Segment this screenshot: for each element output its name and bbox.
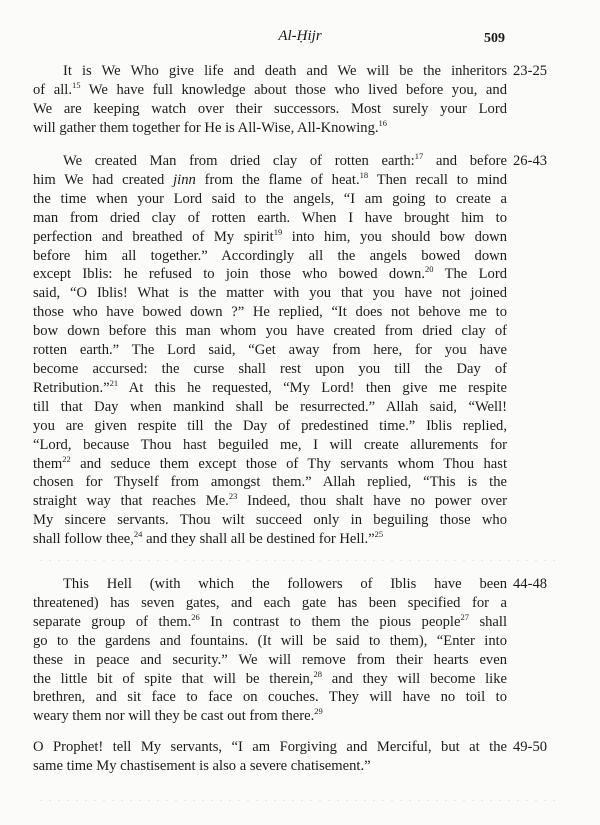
text-run: weary them nor will they be cast out from there. xyxy=(33,708,315,725)
footnote-marker: 19 xyxy=(273,226,283,237)
text-line xyxy=(33,417,507,436)
text-line xyxy=(33,228,507,247)
text-run: till that Day when mankind shall be resurrected.” Allah said, “Well! xyxy=(33,398,507,415)
text-line xyxy=(33,707,507,726)
text-run: those who have bowed down ?” He replied, “It does not behove me to xyxy=(33,304,507,321)
text-run: In contrast to them the pious people xyxy=(199,613,461,630)
text-line xyxy=(33,100,507,119)
scan-noise xyxy=(40,560,560,561)
text-line xyxy=(33,81,507,100)
text-line xyxy=(33,511,507,530)
text-run: the little bit of spite that will be therein, xyxy=(33,670,314,687)
text-run: before him all together.” Accordingly all the angels bowed down xyxy=(33,247,507,264)
footnote-marker: 25 xyxy=(374,529,384,540)
text-run: The Lord xyxy=(433,266,507,283)
text-line xyxy=(33,670,507,689)
text-line xyxy=(33,303,507,322)
text-run: threatened) has seven gates, and each gate has been specified for a xyxy=(33,594,507,611)
footnote-marker: 21 xyxy=(109,377,119,388)
text-run: same time My chastisement is also a severe chatisement.” xyxy=(33,757,371,774)
text-line xyxy=(33,322,507,341)
text-run: perfection and breathed of My spirit xyxy=(33,228,274,245)
text-run: from the flame of heat. xyxy=(195,171,360,188)
footnote-marker: 16 xyxy=(378,117,388,128)
paragraph-verses-49-50 xyxy=(33,738,507,776)
footnote-marker: 28 xyxy=(313,668,322,679)
text-run: of all. xyxy=(33,81,72,98)
text-line xyxy=(33,247,507,266)
text-run: “Lord, because Thou hast beguiled me, I will create allurements for xyxy=(33,436,507,453)
paragraph-verses-23-25 xyxy=(33,62,507,138)
text-run: Retribution.” xyxy=(33,379,110,396)
text-line xyxy=(33,575,507,594)
text-line xyxy=(33,398,507,417)
text-run: It is We Who give life and death and We will be the inheritors xyxy=(63,63,507,79)
text-line xyxy=(33,171,507,190)
paragraph-verses-26-43 xyxy=(33,152,507,549)
text-line xyxy=(33,119,507,138)
text-run: and seduce them except those of Thy servants whom Thou hast xyxy=(70,455,507,472)
text-run: bow down before this man whom you have created from dried clay of xyxy=(33,323,507,340)
text-line xyxy=(33,436,507,455)
text-run: We have full knowledge about those who lived before you, and xyxy=(80,81,508,98)
text-line xyxy=(33,530,507,549)
text-line xyxy=(33,651,507,670)
text-run: chosen for Thyself from amongst them.” Allah replied, “This is the xyxy=(33,474,507,491)
text-line xyxy=(33,360,507,379)
text-line xyxy=(33,594,507,613)
text-run: My sincere servants. Thou wilt succeed only in beguiling those who xyxy=(33,512,507,529)
text-line xyxy=(33,613,507,632)
text-run: them xyxy=(33,455,63,472)
scan-noise xyxy=(40,800,560,801)
verse-range-26-43: 26-43 xyxy=(513,153,548,169)
text-run: and they shall all be destined for Hell.” xyxy=(142,531,375,548)
text-line xyxy=(33,455,507,474)
text-run: O Prophet! tell My servants, “I am Forgiving and Merciful, but at the xyxy=(33,739,507,755)
text-run: will gather them together for He is All-Wise, All-Knowing. xyxy=(33,119,379,136)
text-run: go to the gardens and fountains. (It will be said to them), “Enter into xyxy=(33,632,507,649)
text-run: except Iblis: he refused to join those who bowed down. xyxy=(33,266,425,283)
text-run: the time when your Lord said to the angels, “I am going to create a xyxy=(33,190,507,207)
text-line xyxy=(33,62,507,81)
text-line xyxy=(33,152,507,171)
footnote-marker: 23 xyxy=(228,491,238,502)
footnote-marker: 17 xyxy=(414,151,424,161)
verse-range-49-50: 49-50 xyxy=(513,739,548,755)
text-line xyxy=(33,688,507,707)
text-run: into him, you should bow down xyxy=(282,228,507,245)
text-line xyxy=(33,379,507,398)
verse-range-23-25: 23-25 xyxy=(513,63,548,79)
footnote-marker: 18 xyxy=(359,169,369,180)
text-line xyxy=(33,209,507,228)
text-run: This Hell (with which the followers of Iblis have been xyxy=(63,576,507,592)
text-run: said, “O Iblis! What is the matter with you that you have not joined xyxy=(33,285,507,302)
text-line xyxy=(33,190,507,209)
text-run: Then recall to mind xyxy=(368,171,507,188)
text-run: We created Man from dried clay of rotten earth: xyxy=(63,153,415,169)
footnote-marker: 15 xyxy=(71,79,81,90)
text-run: man from dried clay of rotten earth. When I have brought him to xyxy=(33,209,507,226)
text-line xyxy=(33,492,507,511)
text-run: brethren, and sit face to face on couches. They will have no toil to xyxy=(33,689,507,706)
text-run: become accursed: the curse shall rest upon you till the Day of xyxy=(33,360,507,377)
text-line xyxy=(33,632,507,651)
footnote-marker: 20 xyxy=(424,264,434,275)
footnote-marker: 29 xyxy=(314,706,323,717)
verse-range-44-48: 44-48 xyxy=(513,576,548,592)
text-run: At this he requested, “My Lord! then give me respite xyxy=(118,379,507,396)
text-run: Indeed, thou shalt have no power over xyxy=(237,493,507,510)
text-run: shall follow thee, xyxy=(33,531,134,548)
text-line xyxy=(33,341,507,360)
text-run: him We had created xyxy=(33,171,174,188)
text-line xyxy=(33,473,507,492)
text-run: these in peace and security.” We will remove from their hearts even xyxy=(33,651,507,668)
text-line xyxy=(33,738,507,757)
footnote-marker: 24 xyxy=(133,529,143,540)
text-run: and before xyxy=(423,153,507,169)
paragraph-verses-44-48 xyxy=(33,575,507,726)
text-run: rotten earth.” The Lord said, “Get away from here, for you have xyxy=(33,342,507,359)
text-run: you are given respite till the Day of predestined time.” Iblis replied, xyxy=(33,417,507,434)
page-number: 509 xyxy=(484,31,505,46)
footnote-marker: 22 xyxy=(62,453,71,464)
italic-term: jinn xyxy=(173,171,196,188)
text-run: separate group of them. xyxy=(33,613,192,630)
text-run: and they will become like xyxy=(321,670,507,687)
text-line xyxy=(33,265,507,284)
footnote-marker: 26 xyxy=(191,611,200,622)
text-run: We are keeping watch over their successors. Most surely your Lord xyxy=(33,100,507,117)
text-run: straight way that reaches Me. xyxy=(33,493,229,510)
text-line xyxy=(33,757,507,776)
footnote-marker: 27 xyxy=(460,611,469,622)
running-header-title: Al-Ḥijr xyxy=(278,28,322,44)
text-run: shall xyxy=(468,613,508,630)
text-line xyxy=(33,284,507,303)
